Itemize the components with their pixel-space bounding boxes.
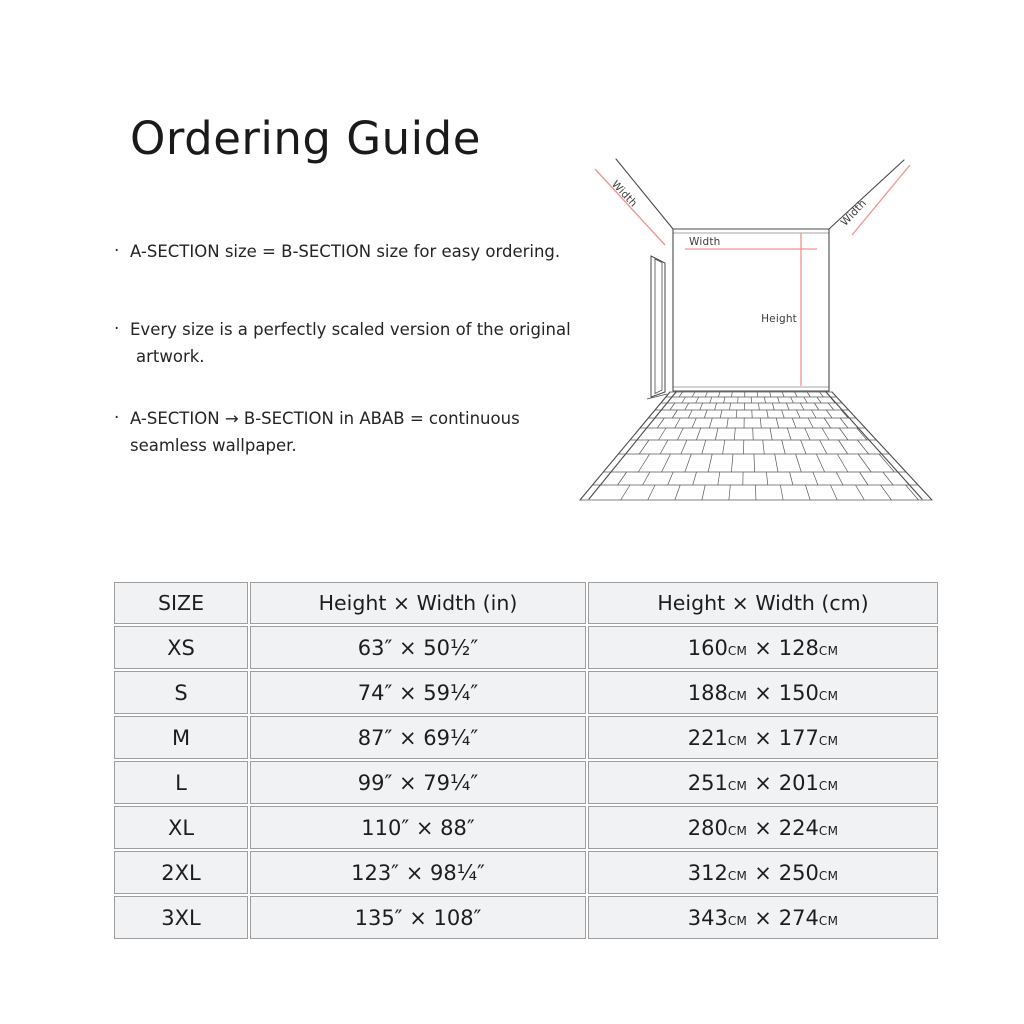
cm-unit: CM	[727, 913, 748, 928]
table-row	[114, 671, 938, 714]
bullet-marker: ·	[114, 241, 120, 261]
bullet-marker: ·	[114, 319, 120, 339]
cm-height-value: 343	[687, 905, 728, 930]
size-cell: 2XL	[114, 851, 248, 894]
inches-cell: 87″ × 69¼″	[250, 716, 586, 759]
cm-height-value: 280	[687, 815, 728, 840]
cm-width-value: 201	[778, 770, 819, 795]
size-column-header: SIZE	[114, 582, 248, 624]
cm-unit: CM	[727, 823, 748, 838]
cm-height-value: 188	[687, 680, 728, 705]
cm-width-value: 274	[778, 905, 819, 930]
inches-column-header: Height × Width (in)	[250, 582, 586, 624]
page-title: Ordering Guide	[130, 112, 481, 165]
cm-cell	[588, 896, 938, 939]
multiply-sign: ×	[754, 725, 772, 750]
cm-unit: CM	[818, 913, 839, 928]
inches-cell: 74″ × 59¼″	[250, 671, 586, 714]
size-cell: S	[114, 671, 248, 714]
cm-unit: CM	[727, 868, 748, 883]
bullet-item-2	[114, 316, 571, 370]
cm-column-header: Height × Width (cm)	[588, 582, 938, 624]
cm-height-value: 160	[687, 635, 728, 660]
cm-width-value: 250	[778, 860, 819, 885]
cm-unit: CM	[727, 733, 748, 748]
cm-height-value: 251	[687, 770, 728, 795]
height-label: Height	[761, 313, 797, 325]
size-cell: M	[114, 716, 248, 759]
multiply-sign: ×	[754, 770, 772, 795]
size-table	[112, 580, 940, 941]
cm-unit: CM	[818, 868, 839, 883]
size-cell: XS	[114, 626, 248, 669]
multiply-sign: ×	[754, 815, 772, 840]
table-row	[114, 896, 938, 939]
cm-cell	[588, 626, 938, 669]
door	[647, 256, 667, 399]
table-row	[114, 806, 938, 849]
table-row	[114, 761, 938, 804]
bullet-line: seamless wallpaper.	[130, 436, 297, 455]
table-header-row	[114, 582, 938, 624]
cm-cell	[588, 761, 938, 804]
door-frame-outer	[651, 256, 665, 397]
cm-unit: CM	[727, 643, 748, 658]
size-cell: 3XL	[114, 896, 248, 939]
inches-cell: 135″ × 108″	[250, 896, 586, 939]
cm-cell	[588, 716, 938, 759]
inches-cell: 99″ × 79¼″	[250, 761, 586, 804]
bullet-line: Every size is a perfectly scaled version of the original	[130, 320, 571, 339]
cm-unit: CM	[818, 823, 839, 838]
table-row	[114, 716, 938, 759]
cm-width-value: 177	[778, 725, 819, 750]
bullet-line: A-SECTION size = B-SECTION size for easy ordering.	[130, 242, 561, 261]
multiply-sign: ×	[754, 680, 772, 705]
door-frame-inner	[655, 259, 662, 394]
cm-unit: CM	[818, 643, 839, 658]
cm-unit: CM	[818, 733, 839, 748]
multiply-sign: ×	[754, 905, 772, 930]
inches-cell: 63″ × 50½″	[250, 626, 586, 669]
size-cell: XL	[114, 806, 248, 849]
table-row	[114, 851, 938, 894]
cm-cell	[588, 851, 938, 894]
cm-height-value: 221	[687, 725, 728, 750]
bullet-item-1	[114, 238, 560, 265]
cm-cell	[588, 671, 938, 714]
inches-cell: 110″ × 88″	[250, 806, 586, 849]
multiply-sign: ×	[754, 635, 772, 660]
width-label-back: Width	[689, 236, 721, 248]
cm-unit: CM	[727, 778, 748, 793]
back-wall	[673, 229, 829, 391]
floor-right-edge	[826, 392, 932, 500]
floor-left-edge	[580, 392, 676, 500]
width-label-left: Width	[609, 178, 640, 210]
width-label-right: Width	[838, 197, 869, 229]
inches-cell: 123″ × 98¼″	[250, 851, 586, 894]
multiply-sign: ×	[754, 860, 772, 885]
size-cell: L	[114, 761, 248, 804]
cm-unit: CM	[818, 778, 839, 793]
cm-width-value: 224	[778, 815, 819, 840]
room-illustration	[552, 135, 960, 520]
cm-cell	[588, 806, 938, 849]
bullet-line: artwork.	[136, 347, 205, 366]
cm-unit: CM	[818, 688, 839, 703]
cm-width-value: 150	[778, 680, 819, 705]
cm-unit: CM	[727, 688, 748, 703]
table-row	[114, 626, 938, 669]
cm-width-value: 128	[778, 635, 819, 660]
bullet-marker: ·	[114, 408, 120, 428]
cm-height-value: 312	[687, 860, 728, 885]
bullet-item-3	[114, 405, 520, 459]
bullet-line: A-SECTION → B-SECTION in ABAB = continuous	[130, 409, 520, 428]
